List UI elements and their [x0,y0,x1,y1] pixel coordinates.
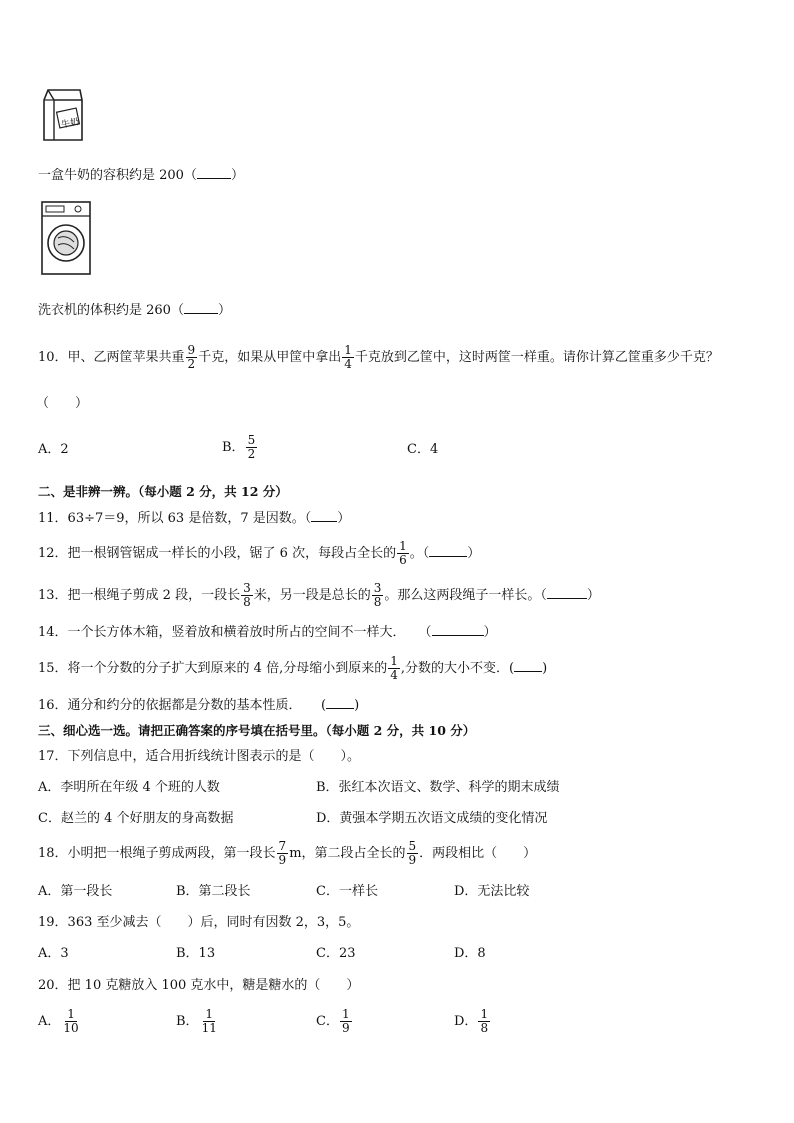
q17-option-c[interactable]: C．赵兰的 4 个好朋友的身高数据 [38,811,234,826]
q19-option-a[interactable]: A．3 [38,946,69,961]
fraction: $\frac{3}{8}$ [373,581,382,609]
q18-option-c[interactable]: C．一样长 [316,884,378,899]
answer-blank[interactable] [326,697,354,709]
question-14: 14．一个长方体木箱，竖着放和横着放时所占的空间不一样大． （ ） [38,625,497,640]
q18-option-b[interactable]: B．第二段长 [176,884,251,899]
section-2-heading: 二、是非辨一辨。（每小题 2 分，共 12 分） [38,484,288,499]
question-18-stem: 18．小明把一根绳子剪成两段，第一段长 $\frac{7}{9}$ m，第二段占全长的 $\frac{5}{9}$ ．两段相比（ ） [38,839,537,867]
q10-option-a[interactable]: A．2 [38,442,69,457]
q20-option-d[interactable]: D． $\frac{1}{8}$ [454,1007,489,1035]
answer-blank[interactable] [514,660,542,672]
fraction: $\frac{5}{9}$ [408,839,417,867]
answer-blank[interactable] [311,510,337,522]
washer-volume-question: 洗衣机的体积约是 260（ ） [38,303,231,318]
q17-option-d[interactable]: D．黄强本学期五次语文成绩的变化情况 [316,811,548,826]
fraction: $\frac{1}{10}$ [63,1007,79,1035]
fraction: $\frac{1}{11}$ [201,1007,217,1035]
question-19-stem: 19．363 至少减去（ ）后，同时有因数 2，3，5。 [38,915,360,930]
q10-option-b[interactable]: B． $\frac{5}{2}$ [222,433,256,461]
question-16: 16．通分和约分的依据都是分数的基本性质． ( ) [38,698,360,713]
washing-machine-image [38,198,94,278]
q20-option-b[interactable]: B． $\frac{1}{11}$ [176,1007,217,1035]
fraction: $\frac{1}{9}$ [341,1007,350,1035]
fraction: $\frac{7}{9}$ [278,839,287,867]
fraction: $\frac{1}{8}$ [480,1007,489,1035]
answer-blank[interactable] [547,587,587,599]
answer-blank[interactable] [197,167,231,179]
milk-volume-question: 一盒牛奶的容积约是 200（ ） [38,168,244,183]
question-13: 13．把一根绳子剪成 2 段，一段长 $\frac{3}{8}$ 米，另一段是总长的 $\frac{3}{8}$ 。那么这两段绳子一样长。（ ） [38,581,600,609]
milk-carton-label: 牛奶 [60,117,81,131]
q20-option-a[interactable]: A． $\frac{1}{10}$ [38,1007,79,1035]
question-10: 10．甲、乙两筐苹果共重 $\frac{9}{2}$ 千克，如果从甲筐中拿出 $\frac{1}{4}$ 千克放到乙筐中，这时两筐一样重。请你计算乙筐重多少千克？ [38,343,719,371]
q18-option-a[interactable]: A．第一段长 [38,884,113,899]
section-3-heading: 三、细心选一选。请把正确答案的序号填在括号里。（每小题 2 分，共 10 分） [38,723,476,738]
q17-option-b[interactable]: B．张红本次语文、数学、科学的期末成绩 [316,780,560,795]
q19-option-b[interactable]: B．13 [176,946,216,961]
fraction: $\frac{1}{6}$ [399,539,407,567]
question-20-stem: 20．把 10 克糖放入 100 克水中，糖是糖水的（ ） [38,978,360,993]
fraction: $\frac{1}{4}$ [344,343,352,371]
question-12: 12．把一根钢管锯成一样长的小段，锯了 6 次，每段占全长的 $\frac{1}{6}$ 。（ ） [38,539,481,567]
question-17-stem: 17．下列信息中，适合用折线统计图表示的是（ ）。 [38,749,361,764]
answer-blank[interactable] [429,545,467,557]
answer-blank[interactable] [432,624,484,636]
question-15: 15．将一个分数的分子扩大到原来的 4 倍,分母缩小到原来的 $\frac{1}{4}$ ,分数的大小不变．( ) [38,654,548,682]
fraction: $\frac{5}{2}$ [247,433,256,461]
fraction: $\frac{9}{2}$ [187,343,196,371]
fraction: $\frac{1}{4}$ [390,654,398,682]
question-10-answer-paren[interactable]: （ ） [36,396,89,411]
question-11: 11．63÷7＝9，所以 63 是倍数，7 是因数。（ ） [38,511,351,526]
q19-option-c[interactable]: C．23 [316,946,356,961]
answer-blank[interactable] [184,302,218,314]
q19-option-d[interactable]: D．8 [454,946,486,961]
q18-option-d[interactable]: D．无法比较 [454,884,530,899]
q10-option-c[interactable]: C．4 [407,442,439,457]
q17-option-a[interactable]: A．李明所在年级 4 个班的人数 [38,780,220,795]
q20-option-c[interactable]: C． $\frac{1}{9}$ [316,1007,350,1035]
fraction: $\frac{3}{8}$ [243,581,251,609]
